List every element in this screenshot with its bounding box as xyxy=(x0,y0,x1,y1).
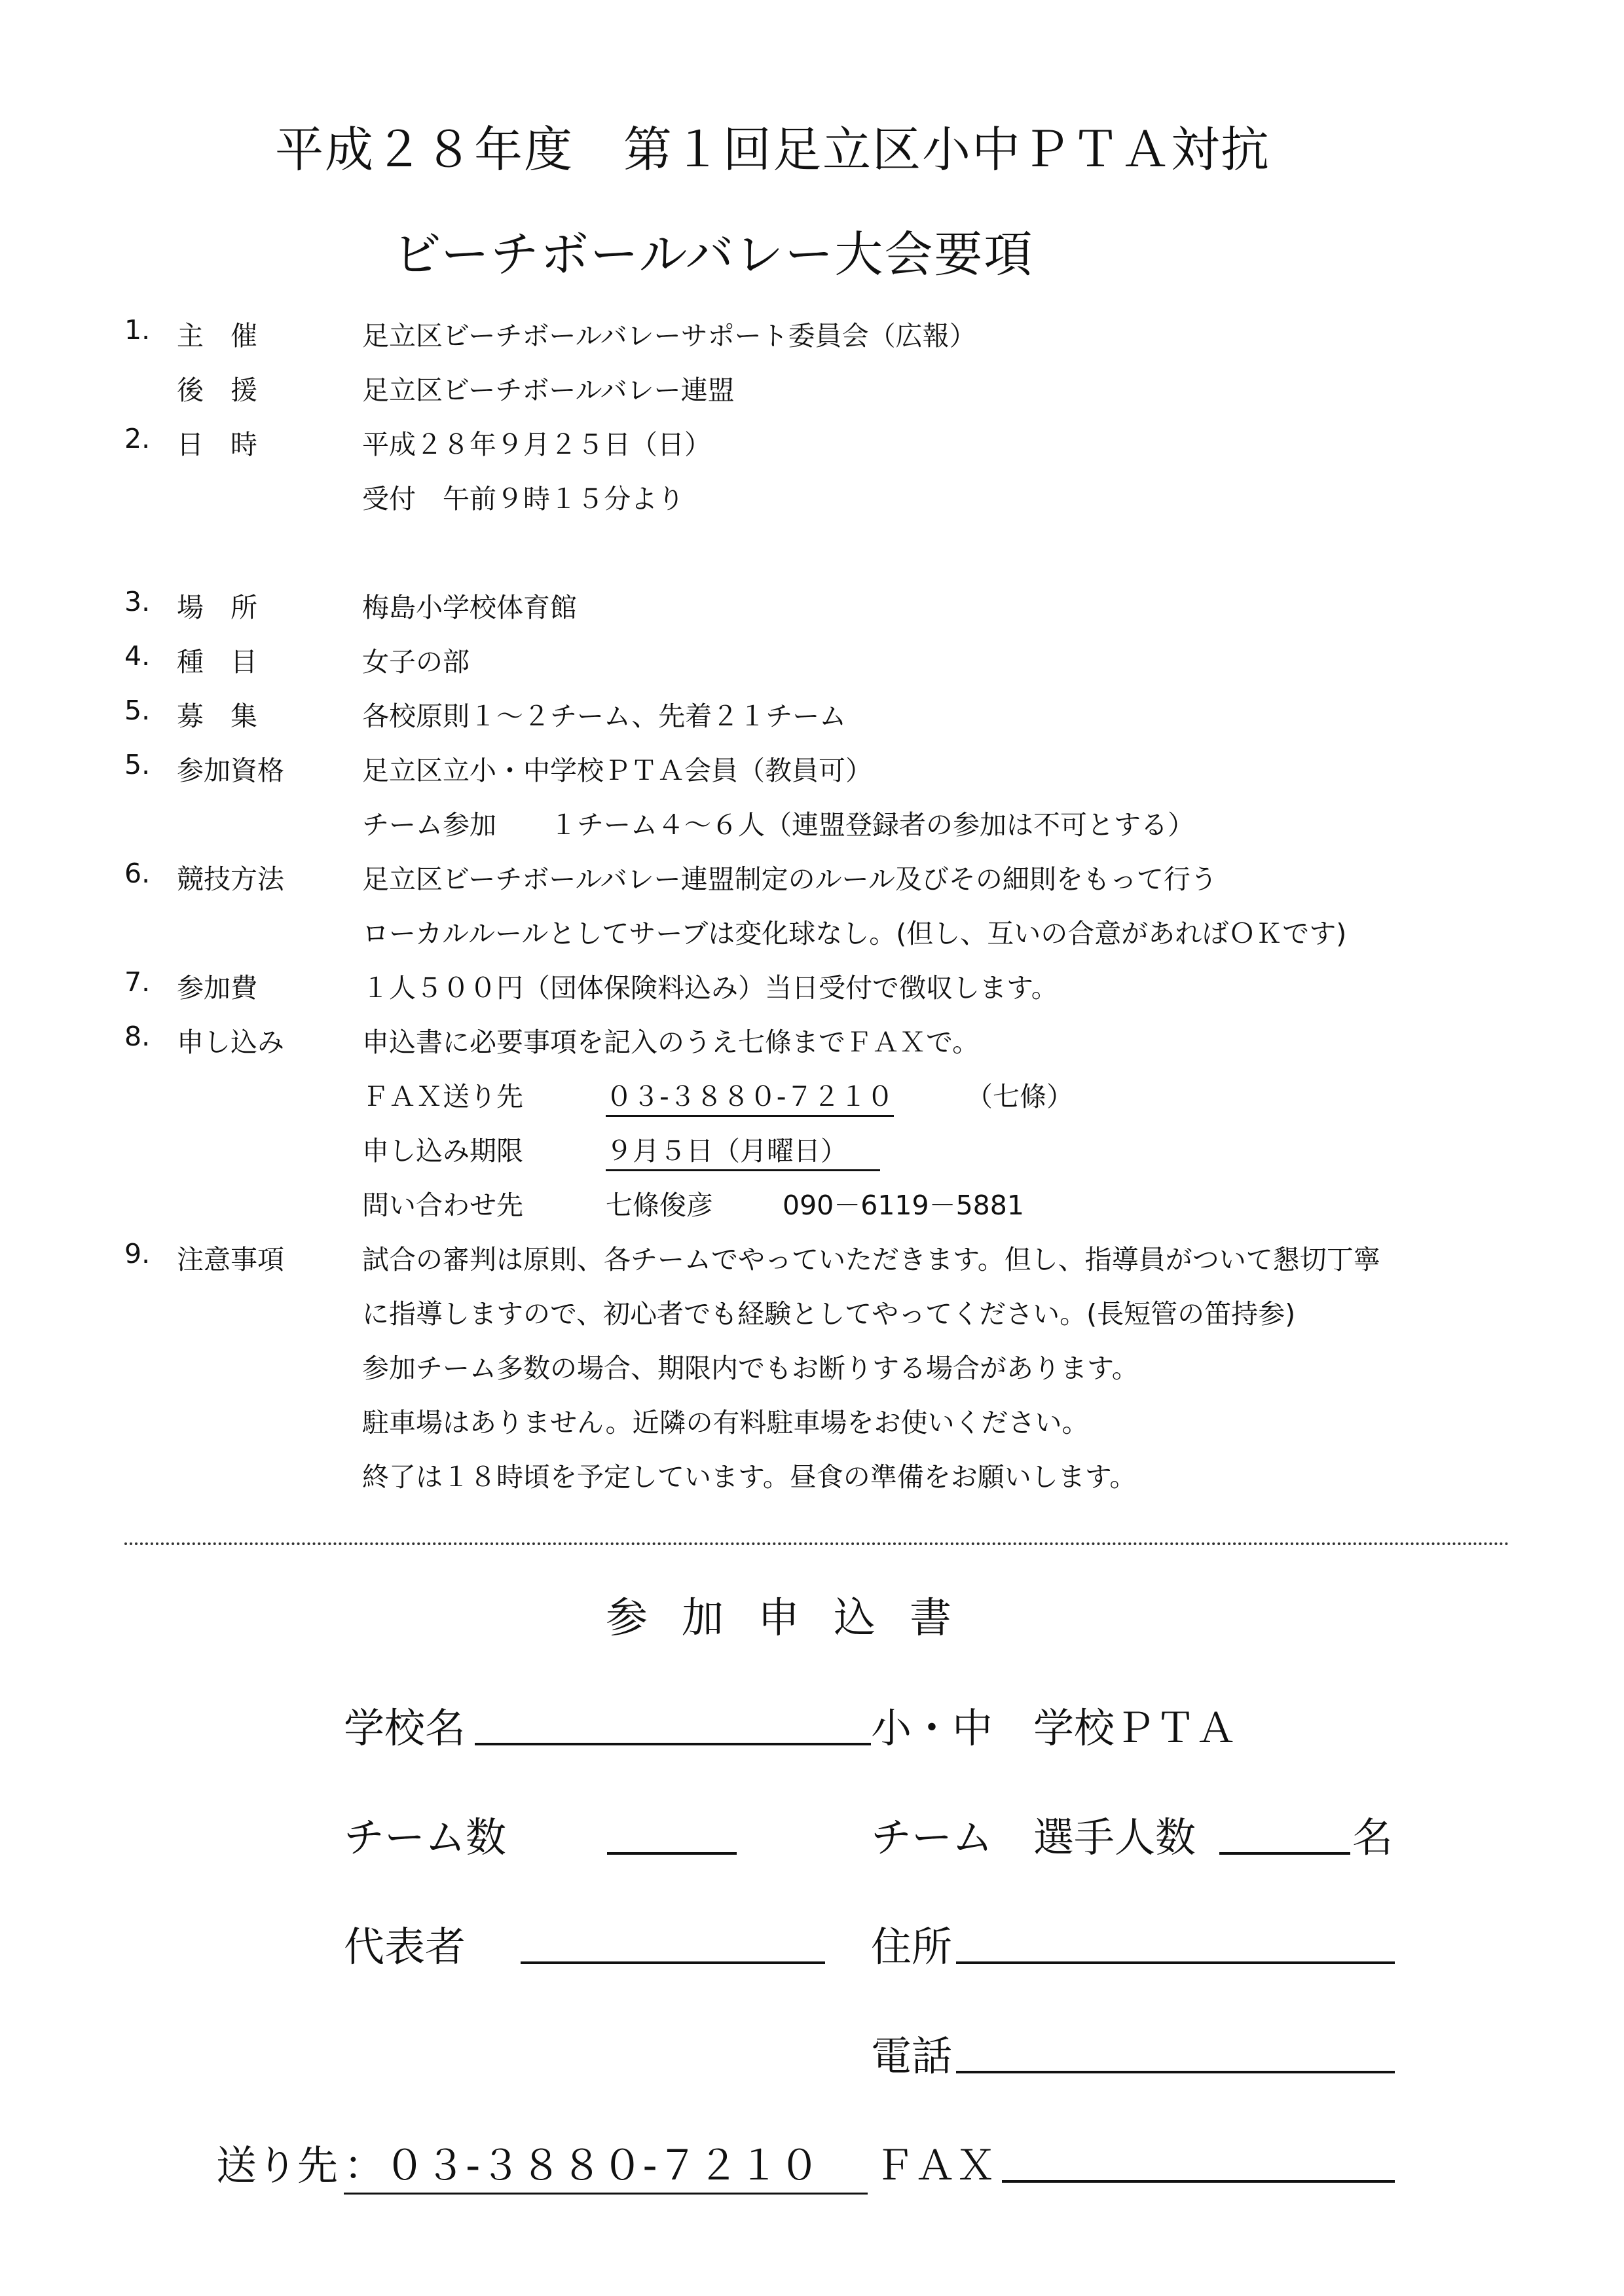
cut-line-divider xyxy=(124,1542,1509,1545)
teams-label: チーム数 xyxy=(344,1813,507,1861)
contact-name: 七條俊彦 xyxy=(606,1190,713,1221)
fax-label: ＦＡＸ送り先 xyxy=(362,1081,523,1112)
apply-text: 申込書に必要事項を記入のうえ七條までＦＡＸで。 xyxy=(362,1027,980,1058)
notes-line: 試合の審判は原則、各チームでやっていただきます。但し、指導員がついて懇切丁寧 xyxy=(362,1244,1380,1275)
support-label: 後 援 xyxy=(177,374,257,406)
fax-field-label: ＦＡＸ xyxy=(874,2141,997,2189)
place-text: 梅島小学校体育館 xyxy=(362,592,577,623)
item-number: 4. xyxy=(124,640,151,672)
school-suffix: 小・中 学校ＰＴＡ xyxy=(871,1704,1237,1752)
notes-line: に指導しますので、初心者でも経験としてやってください。(長短管の笛持参) xyxy=(362,1298,1296,1330)
qualification-label: 参加資格 xyxy=(177,755,284,786)
send-to-number: ：０３-３８８０-７２１０ xyxy=(344,2133,868,2195)
fax-number: ０３-３８８０-７２１０ xyxy=(606,1075,894,1117)
notes-line: 終了は１８時頃を予定しています。昼食の準備をお願いします。 xyxy=(362,1461,1137,1493)
local-rule-text: ローカルルールとしてサーブは変化球なし。(但し、互いの合意があればＯＫです) xyxy=(362,918,1347,949)
event-label: 種 目 xyxy=(177,646,257,678)
page-subtitle: ビーチボールバレー大会要項 xyxy=(393,227,1034,283)
reception-text: 受付 午前９時１５分より xyxy=(362,483,684,515)
teams-count-field[interactable] xyxy=(607,1852,737,1855)
support-text: 足立区ビーチボールバレー連盟 xyxy=(362,374,735,406)
representative-field[interactable] xyxy=(521,1961,825,1964)
host-text: 足立区ビーチボールバレーサポート委員会（広報） xyxy=(362,320,976,352)
item-number: 9. xyxy=(124,1238,151,1269)
teams-suffix: チーム 選手人数 xyxy=(871,1813,1196,1861)
contact-label: 問い合わせ先 xyxy=(362,1190,523,1221)
method-text: 足立区ビーチボールバレー連盟制定のルール及びその細則をもって行う xyxy=(362,864,1217,895)
players-unit: 名 xyxy=(1352,1813,1393,1861)
recruit-label: 募 集 xyxy=(177,701,257,732)
item-number: 5. xyxy=(124,749,151,780)
qualification-text: 足立区立小・中学校ＰＴＡ会員（教員可） xyxy=(362,755,872,786)
item-number: 3. xyxy=(124,586,151,617)
fee-label: 参加費 xyxy=(177,972,257,1004)
send-to-label: 送り先 xyxy=(216,2141,339,2189)
item-number: 7. xyxy=(124,966,151,998)
address-field[interactable] xyxy=(956,1961,1395,1964)
notes-line: 参加チーム多数の場合、期限内でもお断りする場合があります。 xyxy=(362,1353,1139,1384)
school-label: 学校名 xyxy=(344,1704,466,1752)
item-number: 2. xyxy=(124,423,151,454)
deadline-value: ９月５日（月曜日） xyxy=(606,1129,880,1171)
page-title: 平成２８年度 第１回足立区小中ＰＴＡ対抗 xyxy=(275,122,1270,178)
notes-line: 駐車場はありません。近隣の有料駐車場をお使いください。 xyxy=(362,1407,1089,1438)
fee-text: １人５００円（団体保険料込み）当日受付で徴収します。 xyxy=(362,972,1058,1004)
phone-field[interactable] xyxy=(956,2071,1395,2073)
address-label: 住所 xyxy=(871,1923,953,1971)
contact-phone: 090－6119－5881 xyxy=(783,1190,1024,1221)
representative-label: 代表者 xyxy=(344,1923,466,1971)
fax-field[interactable] xyxy=(1002,2180,1395,2183)
school-name-field[interactable] xyxy=(475,1743,871,1745)
item-number: 1. xyxy=(124,314,151,346)
recruit-text: 各校原則１～２チーム、先着２１チーム xyxy=(362,701,847,732)
item-number: 8. xyxy=(124,1021,151,1052)
apply-label: 申し込み xyxy=(177,1027,284,1058)
datetime-text: 平成２８年９月２５日（日） xyxy=(362,429,711,460)
phone-label: 電話 xyxy=(871,2032,953,2080)
datetime-label: 日 時 xyxy=(177,429,257,460)
method-label: 競技方法 xyxy=(177,864,284,895)
item-number: 6. xyxy=(124,858,151,889)
players-count-field[interactable] xyxy=(1219,1852,1350,1855)
host-label: 主 催 xyxy=(177,320,257,352)
place-label: 場 所 xyxy=(177,592,257,623)
deadline-label: 申し込み期限 xyxy=(362,1135,523,1167)
form-title: 参加申込書 xyxy=(606,1594,986,1643)
fax-person: （七條） xyxy=(966,1081,1073,1112)
team-participation-text: チーム参加 １チーム４～６人（連盟登録者の参加は不可とする） xyxy=(362,809,1194,841)
notes-label: 注意事項 xyxy=(177,1244,284,1275)
event-text: 女子の部 xyxy=(362,646,470,678)
item-number: 5. xyxy=(124,695,151,726)
